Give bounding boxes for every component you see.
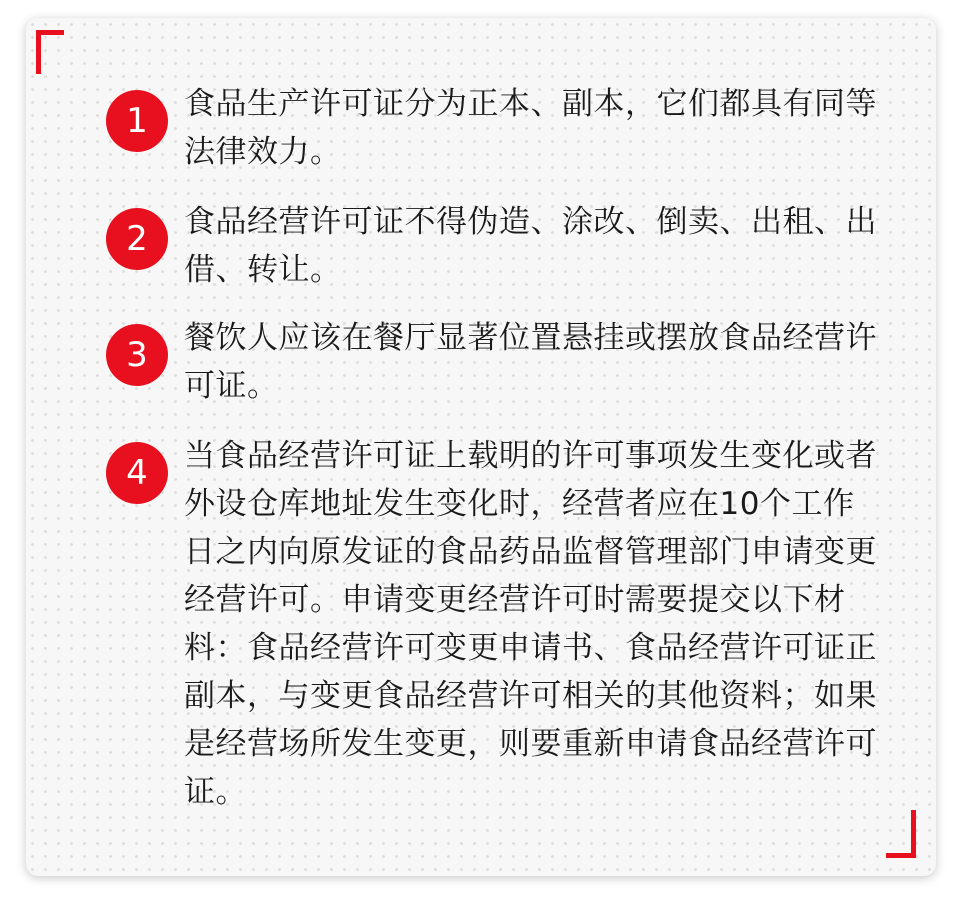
item-text: 食品经营许可证不得伪造、涂改、倒卖、出租、出借、转让。 <box>184 204 877 288</box>
number-badge: 3 <box>106 324 168 386</box>
corner-bracket-bottom-right <box>886 810 916 858</box>
corner-bracket-top-left <box>36 30 64 74</box>
item-text: 餐饮人应该在餐厅显著位置悬挂或摆放食品经营许可证。 <box>184 320 877 404</box>
number-badge: 4 <box>106 442 168 504</box>
notice-card <box>26 18 936 876</box>
item-text: 食品生产许可证分为正本、副本，它们都具有同等法律效力。 <box>184 86 877 170</box>
item-text: 当食品经营许可证上载明的许可事项发生变化或者外设仓库地址发生变化时，经营者应在10个工作日之内向原发证的食品药品监督管理部门申请变更经营许可。申请变更经营许可时需要提交以下材料：食品经营许可变更申请书、食品经营许可证正副本，与变更食品经营许可相关的其他资料；如果是经营场所发生变更，则要重新申请食品经营许可证。 <box>184 438 877 810</box>
number-badge: 1 <box>106 90 168 152</box>
number-badge: 2 <box>106 208 168 270</box>
